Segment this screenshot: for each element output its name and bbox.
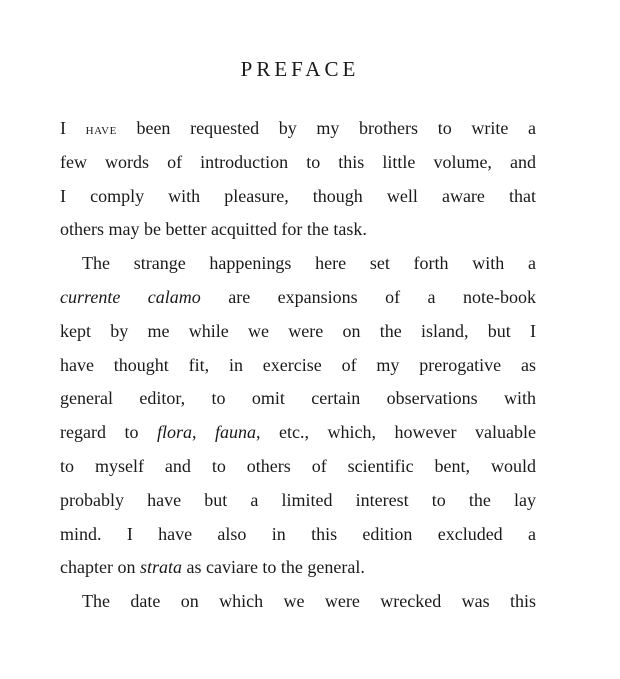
- text-run: general editor, to omit certain observations with: [60, 388, 536, 409]
- italic-run: flora: [157, 422, 193, 443]
- text-line: [60, 382, 536, 416]
- text-line: [60, 551, 536, 585]
- text-run: to myself and to others of scientific bent, would: [60, 455, 536, 476]
- text-line: [60, 146, 536, 180]
- text-line: [60, 518, 536, 552]
- text-run: have thought fit, in exercise of my prerogative as: [60, 354, 536, 375]
- text-line: [60, 213, 536, 247]
- text-run: few words of introduction to this little volume, and: [60, 151, 536, 172]
- text-line: [60, 180, 536, 214]
- text-line: [60, 585, 536, 619]
- text-run: chapter on: [60, 557, 140, 578]
- text-line: [60, 112, 536, 146]
- text-line: [60, 484, 536, 518]
- text-run: ,: [192, 422, 216, 443]
- page-title: PREFACE: [240, 57, 360, 81]
- text-line: [60, 349, 536, 383]
- text-line: [60, 315, 536, 349]
- small-caps-run: have: [85, 121, 117, 138]
- text-run: regard to: [60, 422, 157, 443]
- text-run: The date on which we were wrecked was this: [82, 591, 536, 612]
- text-line: [60, 416, 536, 450]
- text-run: mind. I have also in this edition excluded a: [60, 523, 536, 544]
- text-run: I: [60, 118, 86, 138]
- preface-text: [60, 112, 536, 619]
- text-run: kept by me while we were on the island, but I: [60, 320, 536, 341]
- text-line: [60, 281, 536, 315]
- italic-run: fauna: [215, 422, 257, 443]
- text-run: , etc., which, however valuable: [256, 422, 537, 443]
- text-run: The strange happenings here set forth with a: [82, 253, 536, 274]
- text-run: others may be better acquitted for the task.: [60, 219, 367, 240]
- text-run: as caviare to the general.: [181, 557, 365, 578]
- text-run: probably have but a limited interest to the lay: [60, 489, 536, 510]
- text-line: [60, 450, 536, 484]
- text-run: are expansions of a note-book: [200, 286, 536, 307]
- italic-run: strata: [139, 557, 182, 578]
- text-line: [60, 247, 536, 281]
- text-run: I comply with pleasure, though well aware that: [60, 185, 536, 206]
- italic-run: currente calamo: [60, 286, 201, 307]
- text-run: been requested by my brothers to write a: [116, 118, 536, 138]
